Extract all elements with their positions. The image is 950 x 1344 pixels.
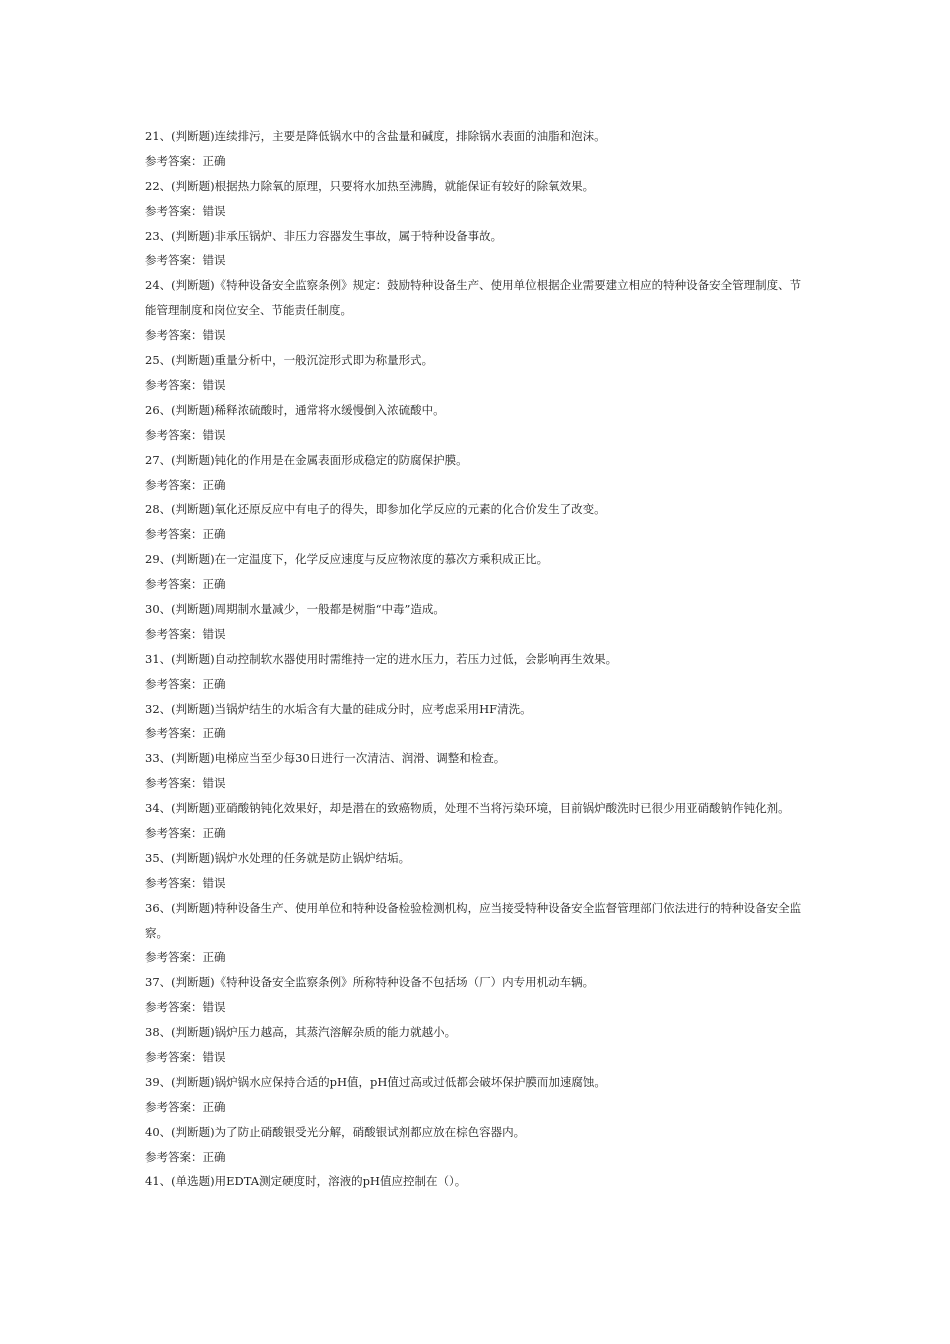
question-41: 41、(单选题)用EDTA测定硬度时，溶液的pH值应控制在（）。 xyxy=(145,1174,467,1189)
question-list xyxy=(145,124,810,1194)
answer-38: 参考答案：错误 xyxy=(145,1050,226,1065)
answer-25: 参考答案：错误 xyxy=(145,377,226,392)
question-39: 39、(判断题)锅炉锅水应保持合适的pH值，pH值过高或过低都会破坏保护膜而加速腐蚀。 xyxy=(145,1074,606,1089)
question-28: 28、(判断题)氧化还原反应中有电子的得失，即参加化学反应的元素的化合价发生了改变。 xyxy=(145,502,606,517)
question-33: 33、(判断题)电梯应当至少每30日进行一次清洁、润滑、调整和检查。 xyxy=(145,751,506,766)
answer-40: 参考答案：正确 xyxy=(145,1149,226,1164)
question-37: 37、(判断题)《特种设备安全监察条例》所称特种设备不包括场（厂）内专用机动车辆。 xyxy=(145,975,595,990)
question-23: 23、(判断题)非承压锅炉、非压力容器发生事故，属于特种设备事故。 xyxy=(145,228,503,243)
answer-30: 参考答案：错误 xyxy=(145,626,226,641)
question-26: 26、(判断题)稀释浓硫酸时，通常将水缓慢倒入浓硫酸中。 xyxy=(145,402,445,417)
answer-37: 参考答案：错误 xyxy=(145,1000,226,1015)
question-30: 30、(判断题)周期制水量减少，一般都是树脂“中毒”造成。 xyxy=(145,601,445,616)
question-34: 34、(判断题)亚硝酸钠钝化效果好，却是潜在的致癌物质，处理不当将污染环境，目前锅炉酸洗时已很少用亚硝酸钠作钝化剂。 xyxy=(145,801,790,816)
question-40: 40、(判断题)为了防止硝酸银受光分解，硝酸银试剂都应放在棕色容器内。 xyxy=(145,1124,526,1139)
answer-22: 参考答案：错误 xyxy=(145,203,226,218)
answer-27: 参考答案：正确 xyxy=(145,477,226,492)
question-25: 25、(判断题)重量分析中，一般沉淀形式即为称量形式。 xyxy=(145,353,434,368)
answer-28: 参考答案：正确 xyxy=(145,527,226,542)
question-36: 36、(判断题)特种设备生产、使用单位和特种设备检验检测机构，应当接受特种设备安全监督管理部门依法进行的特种设备安全监察。 xyxy=(145,900,802,940)
answer-31: 参考答案：正确 xyxy=(145,676,226,691)
question-29: 29、(判断题)在一定温度下，化学反应速度与反应物浓度的慕次方乘积成正比。 xyxy=(145,552,549,567)
answer-24: 参考答案：错误 xyxy=(145,328,226,343)
question-21: 21、(判断题)连续排污，主要是降低锅水中的含盐量和碱度，排除锅水表面的油脂和泡沫。 xyxy=(145,129,606,143)
question-32: 32、(判断题)当锅炉结生的水垢含有大量的硅成分时，应考虑采用HF清洗。 xyxy=(145,701,532,716)
answer-35: 参考答案：错误 xyxy=(145,875,226,890)
question-35: 35、(判断题)锅炉水处理的任务就是防止锅炉结垢。 xyxy=(145,850,411,865)
question-31: 31、(判断题)自动控制软水器使用时需维持一定的进水压力，若压力过低，会影响再生效果。 xyxy=(145,651,618,666)
answer-32: 参考答案：正确 xyxy=(145,726,226,741)
answer-23: 参考答案：错误 xyxy=(145,253,226,268)
answer-26: 参考答案：错误 xyxy=(145,427,226,442)
answer-39: 参考答案：正确 xyxy=(145,1099,226,1114)
question-27: 27、(判断题)钝化的作用是在金属表面形成稳定的防腐保护膜。 xyxy=(145,452,468,467)
answer-21: 参考答案：正确 xyxy=(145,153,226,168)
question-38: 38、(判断题)锅炉压力越高，其蒸汽溶解杂质的能力就越小。 xyxy=(145,1025,457,1040)
answer-36: 参考答案：正确 xyxy=(145,950,226,965)
question-22: 22、(判断题)根据热力除氧的原理，只要将水加热至沸腾，就能保证有较好的除氧效果。 xyxy=(145,178,595,193)
question-24: 24、(判断题)《特种设备安全监察条例》规定：鼓励特种设备生产、使用单位根据企业需要建立相应的特种设备安全管理制度、节能管理制度和岗位安全、节能责任制度。 xyxy=(145,278,802,318)
answer-34: 参考答案：正确 xyxy=(145,825,226,840)
answer-33: 参考答案：错误 xyxy=(145,776,226,791)
answer-29: 参考答案：正确 xyxy=(145,577,226,592)
